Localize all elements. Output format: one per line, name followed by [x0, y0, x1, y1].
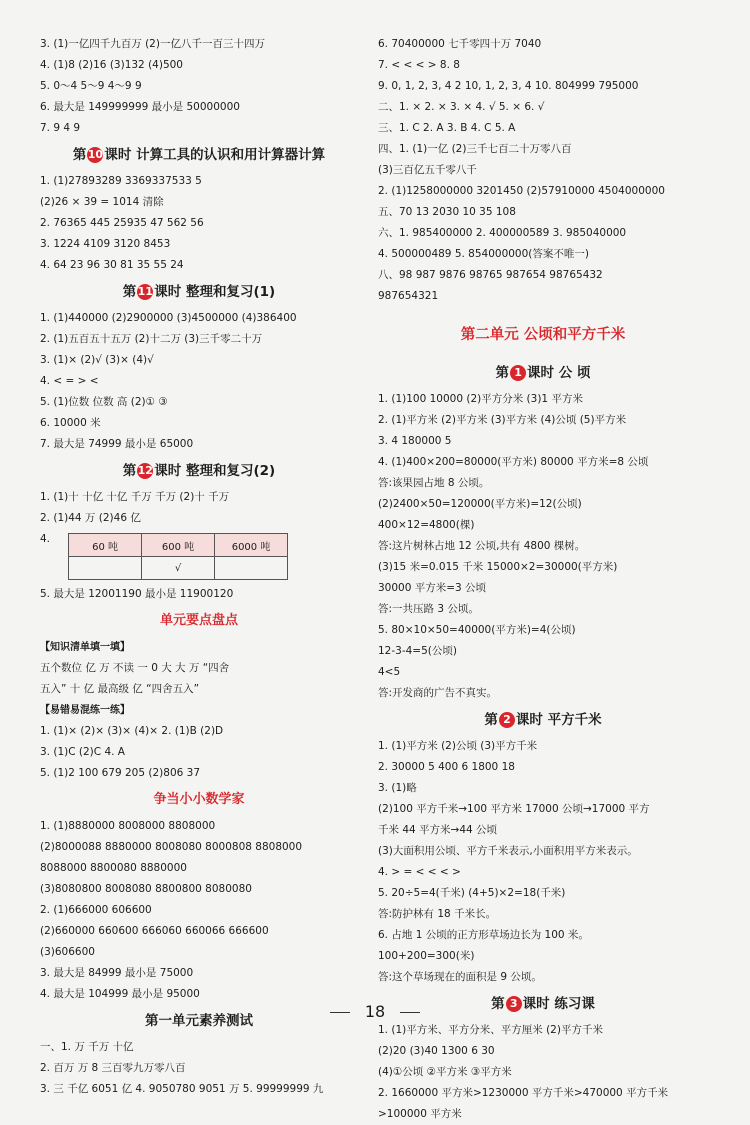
answer-line: (2)20 (3)40 1300 6 30	[378, 1045, 495, 1057]
page-number: 18	[364, 1002, 386, 1021]
answer-line: 987654321	[378, 290, 439, 302]
answer-line: 1. (1)× (2)× (3)× (4)× 2. (1)B (2)D	[40, 725, 224, 737]
table-cell	[69, 557, 142, 580]
answer-line: (2)660000 660600 666060 660066 666600	[40, 925, 269, 937]
answer-line: (4)①公顷 ②平方米 ③平方米	[378, 1066, 512, 1078]
answer-line: 1. (1)8880000 8008000 8808000	[40, 820, 216, 832]
lesson-number-badge: 10	[87, 148, 104, 161]
answer-line: 四、1. (1)一亿 (2)三千七百二十万零八百	[378, 143, 572, 155]
answer-line: 7. < < < > 8. 8	[378, 59, 460, 71]
answer-line: 4. (1)8 (2)16 (3)132 (4)500	[40, 59, 183, 71]
footer-dash-left	[330, 1012, 350, 1013]
answer-line: (3)606600	[40, 946, 95, 958]
answer-line: 6. 占地 1 公顷的正方形草场边长为 100 米。	[378, 929, 589, 941]
footer-dash-right	[400, 1012, 420, 1013]
lesson-prefix: 第	[495, 365, 510, 381]
lesson-heading	[40, 139, 358, 171]
answer-line: 3. 4 180000 5	[378, 435, 452, 447]
answer-line: 7. 最大是 74999 最小是 65000	[40, 438, 194, 450]
lesson-title: 课时 计算工具的认识和用计算器计算	[104, 147, 326, 163]
lesson-heading	[40, 455, 358, 487]
answer-prefix: 4.	[40, 533, 51, 545]
answer-line: 5. 0～4 5～9 4～9 9	[40, 80, 142, 92]
answer-line: 2. (1)五百五十五万 (2)十二万 (3)三千零二十万	[40, 333, 263, 345]
answer-line: 【知识清单填一填】	[40, 642, 130, 653]
lesson-prefix: 第	[491, 996, 505, 1012]
lesson-title: 课时 整理和复习(1)	[154, 284, 276, 300]
answer-line: 3. (1)× (2)√ (3)× (4)√	[40, 354, 154, 366]
answer-line: 4. 500000489 5. 854000000(答案不唯一)	[378, 248, 589, 260]
answer-line: 2. (1)44 万 (2)46 亿	[40, 512, 141, 524]
answer-line: 6. 10000 米	[40, 417, 101, 429]
answer-line: 3. (1)一亿四千九百万 (2)一亿八千一百三十四万	[40, 38, 265, 50]
table-cell: √	[142, 557, 215, 580]
answer-line: 5. (1)位数 位数 高 (2)① ③	[40, 396, 168, 408]
answer-line: 4. > = < < < >	[378, 866, 461, 878]
answer-line: 五入” 十 亿 最高级 亿 “四舍五入”	[40, 683, 200, 695]
answer-line: 4. (1)400×200=80000(平方米) 80000 平方米=8 公顷	[378, 456, 649, 468]
answer-line: (3)15 米=0.015 千米 15000×2=30000(平方米)	[378, 561, 618, 573]
table-header-cell: 60 吨	[69, 534, 142, 557]
lesson-prefix: 第	[72, 147, 87, 163]
lesson-number-badge: 3	[506, 996, 522, 1012]
lesson-number-badge: 1	[510, 365, 526, 381]
lesson-prefix: 第	[122, 463, 137, 479]
table-header-cell: 6000 吨	[215, 534, 288, 557]
section-title: 单元要点盘点	[159, 613, 238, 628]
answer-line: 1. (1)十 十亿 十亿 千万 千万 (2)十 千万	[40, 491, 230, 503]
answer-line: 3. (1)C (2)C 4. A	[40, 746, 125, 758]
answer-line: 2. (1)666000 606600	[40, 904, 152, 916]
answer-line: 1. (1)100 10000 (2)平方分米 (3)1 平方米	[378, 393, 583, 405]
answer-line: 答:一共压路 3 公顷。	[378, 603, 479, 615]
table-header-row	[69, 534, 288, 557]
answer-table-block	[40, 529, 358, 584]
answer-line: 五、70 13 2030 10 35 108	[378, 206, 516, 218]
answer-line: (3)大面积用公顷、平方千米表示,小面积用平方米表示。	[378, 845, 638, 857]
right-column	[378, 34, 708, 1125]
answer-line: 4<5	[378, 666, 401, 678]
answer-line: 5. (1)2 100 679 205 (2)806 37	[40, 767, 200, 779]
answer-line: 二、1. × 2. × 3. × 4. √ 5. × 6. √	[378, 101, 545, 113]
answer-line: (3)三百亿五千零八千	[378, 164, 477, 176]
lesson-heading	[378, 357, 708, 389]
test-heading: 第一单元素养测试	[145, 1013, 253, 1029]
answer-line: (2)2400×50=120000(平方米)=12(公顷)	[378, 498, 582, 510]
answer-line: 答:开发商的广告不真实。	[378, 687, 498, 699]
answer-line: 答:防护林有 18 千米长。	[378, 908, 497, 920]
answer-line: 30000 平方米=3 公顷	[378, 582, 487, 594]
answer-line: 3. 最大是 84999 最小是 75000	[40, 967, 194, 979]
answer-table	[68, 533, 288, 580]
answer-line: 八、98 987 9876 98765 987654 98765432	[378, 269, 603, 281]
lesson-number-badge: 11	[137, 285, 153, 298]
lesson-heading	[378, 704, 708, 736]
answer-line: 7. 9 4 9	[40, 122, 81, 134]
answer-line: 五个数位 亿 万 不读 一 0 大 大 万 “四舍	[40, 662, 230, 674]
answer-line: 【易错易混练一练】	[40, 705, 130, 716]
lesson-title: 课时 公 顷	[527, 365, 591, 381]
answer-line: (2)26 × 39 = 1014 清除	[40, 196, 164, 208]
answer-line: >100000 平方米	[378, 1108, 462, 1120]
unit-title: 第二单元 公顷和平方千米	[460, 327, 626, 343]
answer-line: 2. 76365 445 25935 47 562 56	[40, 217, 204, 229]
answer-line: (2)8000088 8880000 8008080 8000808 8808000	[40, 841, 303, 853]
answer-line: 5. 20÷5=4(千米) (4+5)×2=18(千米)	[378, 887, 566, 899]
answer-line: 答:这个草场现在的面积是 9 公顷。	[378, 971, 542, 983]
answer-line: 3. 1224 4109 3120 8453	[40, 238, 171, 250]
lesson-number-badge: 2	[499, 712, 515, 728]
answer-line: 6. 70400000 七千零四十万 7040	[378, 38, 542, 50]
answer-line: 2. (1)平方米 (2)平方米 (3)平方米 (4)公顷 (5)平方米	[378, 414, 627, 426]
answer-line: 4. < = > <	[40, 375, 99, 387]
answer-line: 5. 最大是 12001190 最小是 11900120	[40, 588, 234, 600]
answer-line: 4. 最大是 104999 最小是 95000	[40, 988, 200, 1000]
answer-line: 2. (1)1258000000 3201450 (2)57910000 4504000000	[378, 185, 665, 197]
answer-line: 1. (1)平方米、平方分米、平方厘米 (2)平方千米	[378, 1024, 603, 1036]
answer-line: 三、1. C 2. A 3. B 4. C 5. A	[378, 122, 516, 134]
answer-line: 9. 0, 1, 2, 3, 4 2 10, 1, 2, 3, 4 10. 804999 795000	[378, 80, 639, 92]
answer-line: (2)100 平方千米→100 平方米 17000 公顷→17000 平方	[378, 803, 650, 815]
answer-line: 答:该果园占地 8 公顷。	[378, 477, 490, 489]
page-footer	[0, 1000, 750, 1024]
answer-line: 3. 三 千亿 6051 亿 4. 9050780 9051 万 5. 99999999 九	[40, 1083, 324, 1095]
answer-line: 100+200=300(米)	[378, 950, 475, 962]
answer-line: 3. (1)略	[378, 782, 417, 794]
lesson-title: 课时 整理和复习(2)	[154, 463, 276, 479]
answer-line: 1. (1)27893289 3369337533 5	[40, 175, 202, 187]
answer-line: (3)8080800 8008080 8800800 8080080	[40, 883, 252, 895]
answer-line: 1. (1)平方米 (2)公顷 (3)平方千米	[378, 740, 538, 752]
table-header-cell: 600 吨	[142, 534, 215, 557]
lesson-title: 课时 练习课	[522, 996, 595, 1012]
answer-line: 8088000 8800080 8880000	[40, 862, 187, 874]
answer-line: 2. 30000 5 400 6 1800 18	[378, 761, 515, 773]
answer-line: 5. 80×10×50=40000(平方米)=4(公顷)	[378, 624, 576, 636]
answer-line: 一、1. 万 千万 十亿	[40, 1041, 134, 1053]
left-column	[40, 34, 358, 1100]
table-row	[69, 557, 288, 580]
answer-line: 12-3-4=5(公顷)	[378, 645, 457, 657]
lesson-title: 课时 平方千米	[515, 712, 602, 728]
answer-line: 2. 1660000 平方米>1230000 平方千米>470000 平方千米	[378, 1087, 669, 1099]
lesson-number-badge: 12	[137, 464, 153, 477]
lesson-prefix: 第	[484, 712, 498, 728]
section-title: 争当小小数学家	[153, 792, 245, 807]
lesson-prefix: 第	[122, 284, 137, 300]
answer-line: 2. 百万 万 8 三百零九万零八百	[40, 1062, 186, 1074]
lesson-heading	[40, 276, 358, 308]
answer-line: 千米 44 平方米→44 公顷	[378, 824, 498, 836]
answer-line: 400×12=4800(棵)	[378, 519, 475, 531]
table-cell	[215, 557, 288, 580]
answer-line: 4. 64 23 96 30 81 35 55 24	[40, 259, 184, 271]
answer-line: 答:这片树林占地 12 公顷,共有 4800 棵树。	[378, 540, 586, 552]
answer-line: 六、1. 985400000 2. 400000589 3. 985040000	[378, 227, 627, 239]
answer-line: 6. 最大是 149999999 最小是 50000000	[40, 101, 240, 113]
answer-line: 1. (1)440000 (2)2900000 (3)4500000 (4)386400	[40, 312, 297, 324]
